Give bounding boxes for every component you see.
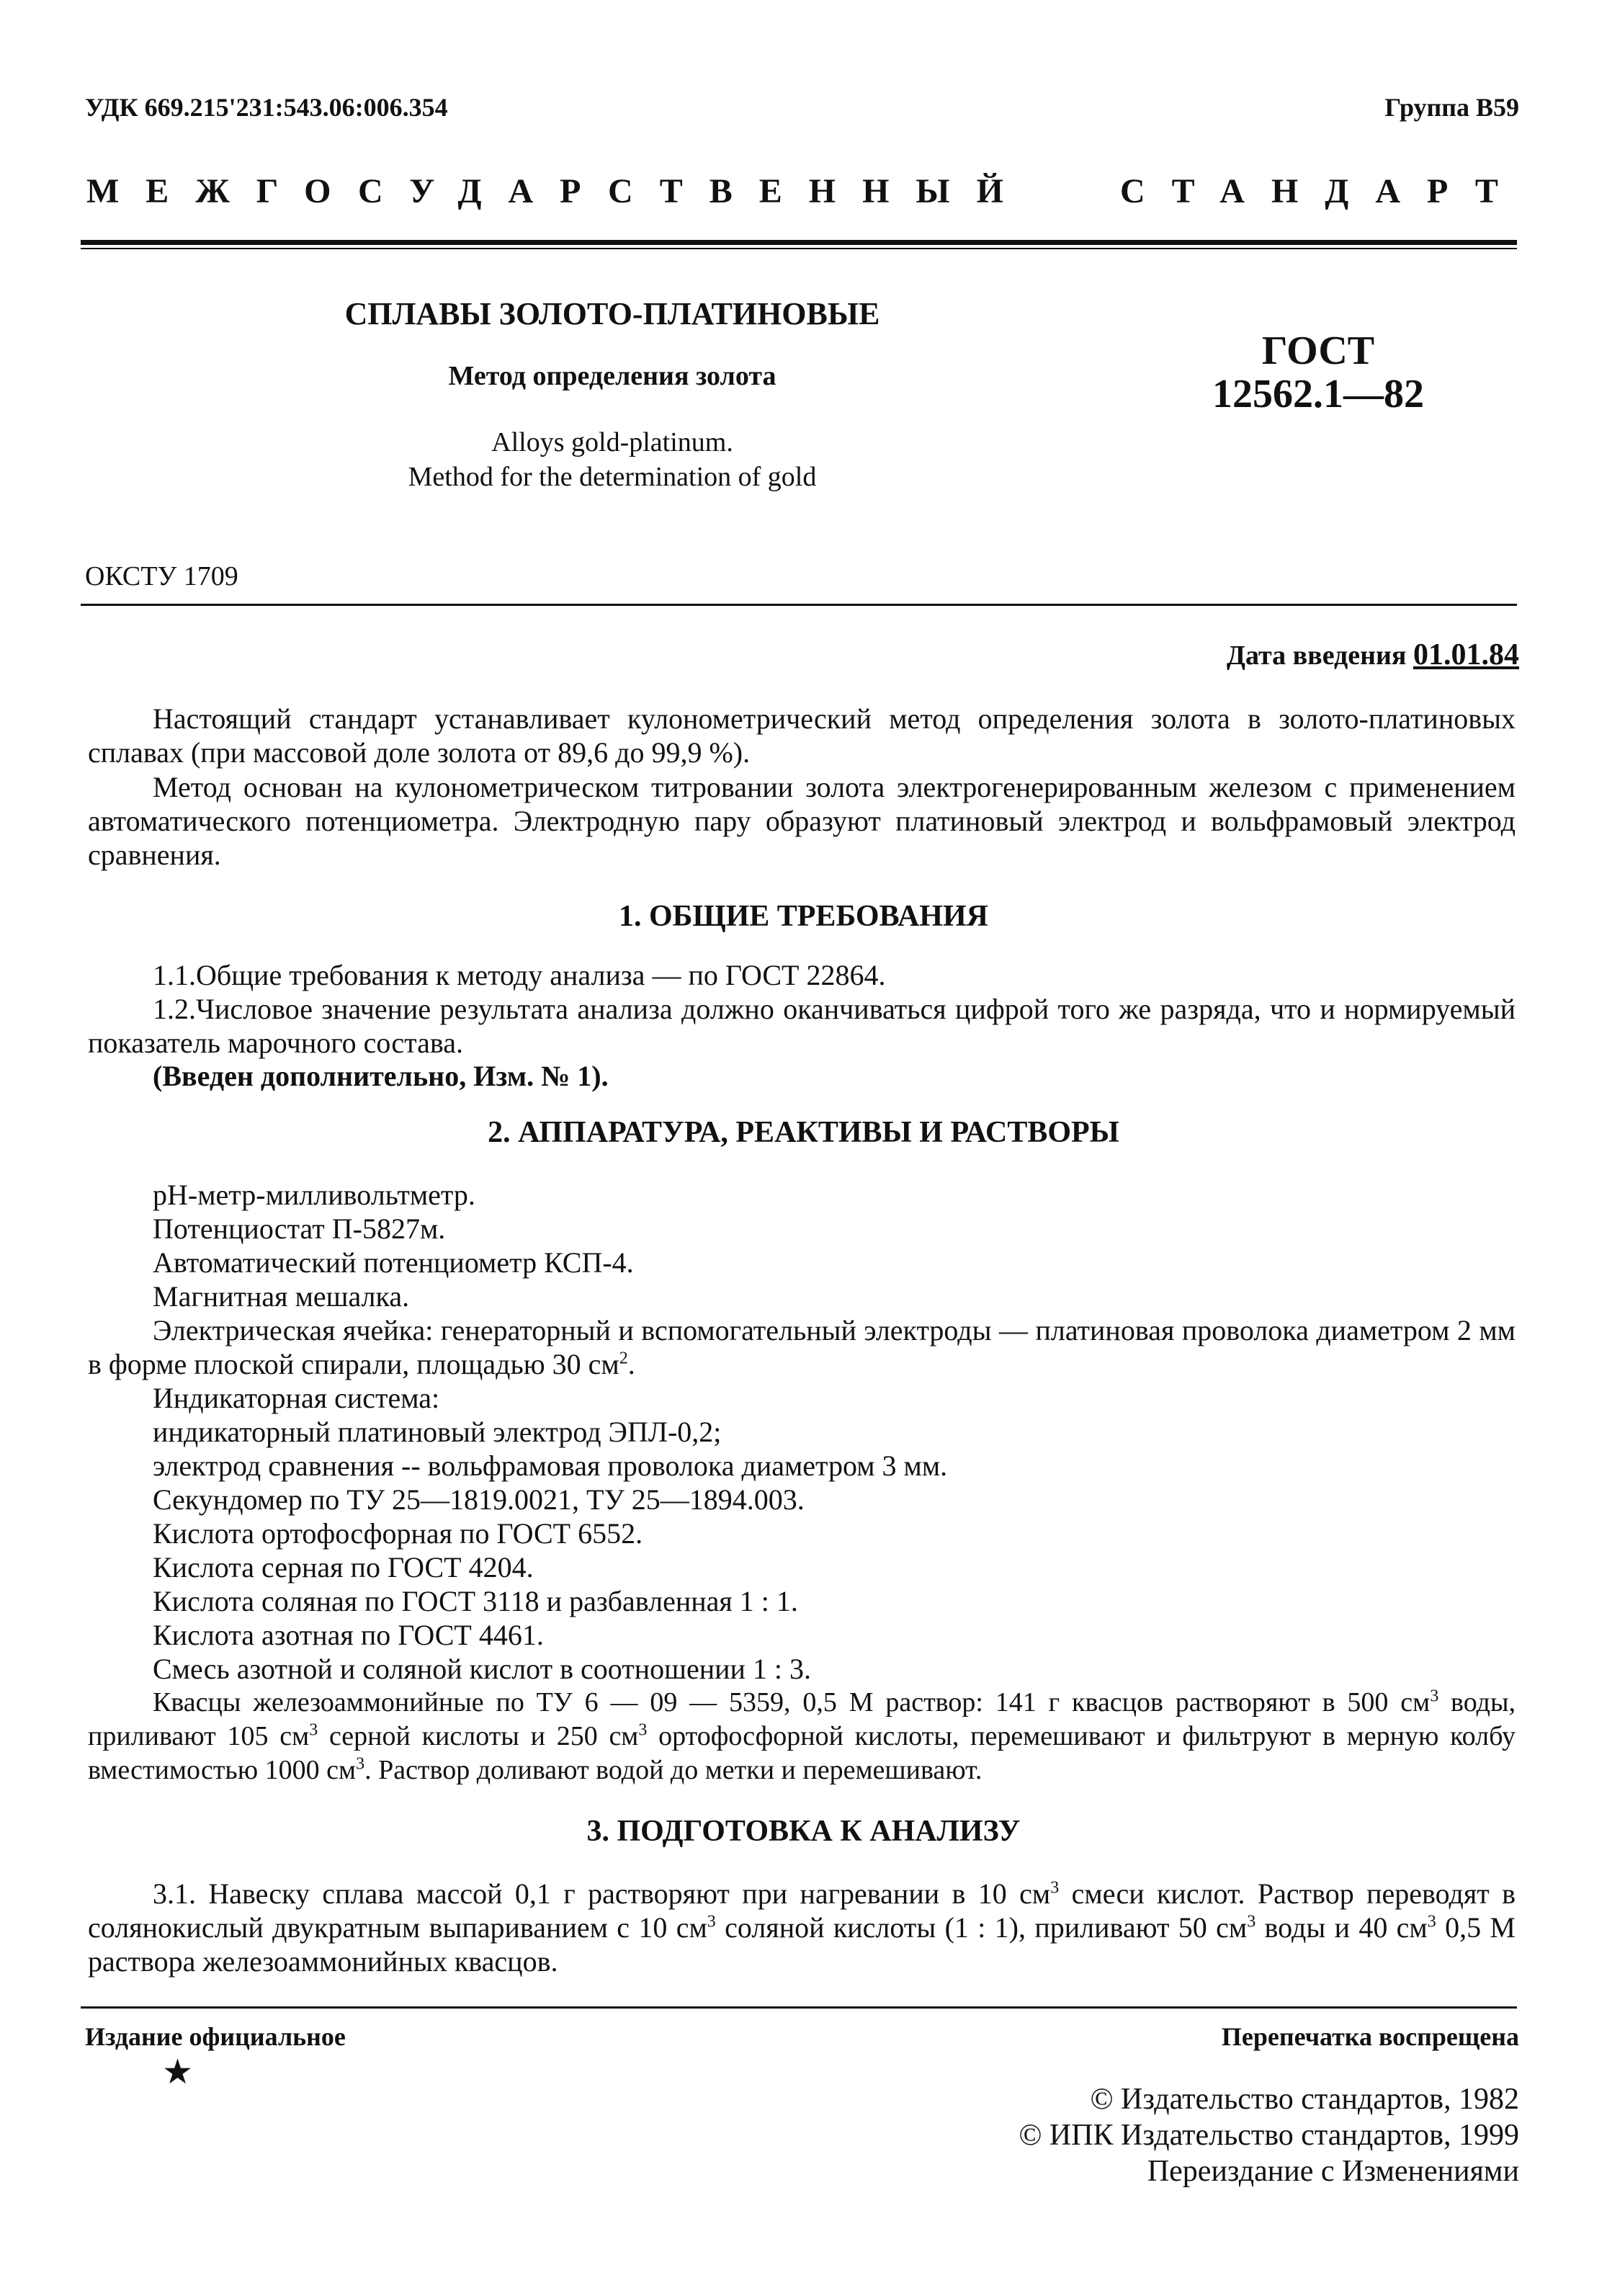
section-3-heading: 3. ПОДГОТОВКА К АНАЛИЗУ: [586, 1815, 1021, 1848]
electric-cell-paragraph: Электрическая ячейка: генераторный и вспомогательный электроды — платиновая проволока диаметром 2 мм в форме плоской спирали, площадью 30 $см^2$.: [88, 1314, 1516, 1380]
intro-paragraph-1: Настоящий стандарт устанавливает кулонометрический метод определения золота в золото-платиновых сплавах (при массовой доле золота от 89,6 до 99,9 %).: [88, 702, 1516, 769]
section-2-heading: 2. АППАРАТУРА, РЕАКТИВЫ И РАСТВОРЫ: [488, 1116, 1119, 1149]
amendment-note: (Введен дополнительно, Изм. № 1).: [153, 1060, 609, 1092]
star-icon: ★: [162, 2053, 194, 2091]
udk-code: УДК 669.215'231:543.06:006.354: [85, 93, 448, 122]
reagent-item: Смесь азотной и соляной кислот в соотношении 1 : 3.: [153, 1653, 812, 1685]
copyright-1982: © Издательство стандартов, 1982: [1090, 2083, 1519, 2116]
reagent-item: электрод сравнения -- вольфрамовая проволока диаметром 3 мм.: [153, 1449, 948, 1482]
okstu-code: ОКСТУ 1709: [85, 561, 238, 591]
en-title-line-2: Method for the determination of gold: [408, 462, 817, 492]
equipment-item: рН-метр-милливольтметр.: [153, 1179, 475, 1211]
intro-date-label: Дата введения: [1226, 640, 1407, 671]
reprint-prohibited: Перепечатка воспрещена: [1221, 2022, 1519, 2051]
gost-number: 12562.1—82: [1212, 372, 1424, 416]
reagent-item: Секундомер по ТУ 25—1819.0021, ТУ 25—1894.003.: [153, 1483, 805, 1516]
reagent-item: Кислота соляная по ГОСТ 3118 и разбавленная 1 : 1.: [153, 1585, 798, 1617]
intro-date-value: 01.01.84: [1413, 638, 1519, 671]
equipment-item: Магнитная мешалка.: [153, 1280, 410, 1313]
intro-date: [1227, 638, 1519, 672]
alum-solution-paragraph: Квасцы железоаммонийные по ТУ 6 — 09 — 5359, 0,5 М раствор: 141 г квасцов растворяют в 500 $см^3$ воды, приливают 105 $см^3$ серной кислоты и 250 $см^3$ ортофосфорной кислоты, перемешивают и фильтруют в мерную колбу вместимостью 1000 $см^3$. Раствор доливают водой до метки и перемешивают.: [88, 1687, 1516, 1785]
intro-paragraph-2: Метод основан на кулонометрическом титровании золота электрогенерированным железом с применением автоматического потенциометра. Электродную пару образуют платиновый электрод и вольфрамовый электрод сравнения.: [88, 771, 1516, 871]
reagent-item: Кислота ортофосфорная по ГОСТ 6552.: [153, 1517, 643, 1550]
equipment-item: Автоматический потенциометр КСП-4.: [153, 1246, 634, 1279]
reissue-note: Переиздание с Изменениями: [1147, 2155, 1519, 2188]
okstu-rule: [81, 604, 1517, 606]
official-edition: Издание официальное: [85, 2022, 346, 2051]
group-code: Группа В59: [1384, 93, 1519, 122]
banner-word-standard: СТАНДАРТ: [1120, 172, 1525, 210]
header-thick-rule: [81, 240, 1517, 245]
section-1-item-1: 1.1.Общие требования к методу анализа — по ГОСТ 22864.: [153, 959, 886, 991]
section-3-item-1: 3.1. Навеску сплава массой 0,1 г растворяют при нагревании в 10 $см^3$ смеси кислот. Раствор переводят в солянокислый двукратным выпариванием с 10 $см^3$ соляной кислоты (1 : 1), приливают 50 $см^3$ воды и 40 $см^3$ 0,5 М раствора железоаммонийных квасцов.: [88, 1877, 1516, 1978]
header-thin-rule: [81, 248, 1517, 249]
footer-rule: [81, 2006, 1517, 2009]
reagent-item: индикаторный платиновый электрод ЭПЛ-0,2;: [153, 1416, 722, 1448]
banner-word-interstate: МЕЖГОСУДАРСТВЕННЫЙ: [86, 172, 1030, 210]
gost-label: ГОСТ: [1261, 329, 1375, 373]
ru-subtitle: Метод определения золота: [448, 361, 776, 391]
reagent-item: Кислота серная по ГОСТ 4204.: [153, 1551, 534, 1583]
en-title-line-1: Alloys gold-platinum.: [491, 427, 733, 457]
copyright-1999: © ИПК Издательство стандартов, 1999: [1019, 2119, 1519, 2152]
equipment-item: Потенциостат П-5827м.: [153, 1212, 446, 1245]
section-1-item-2: 1.2.Числовое значение результата анализа должно оканчиваться цифрой того же разряда, что и нормируемый показатель марочного состава.: [88, 993, 1516, 1059]
reagent-item: Индикаторная система:: [153, 1382, 440, 1414]
ru-title: СПЛАВЫ ЗОЛОТО-ПЛАТИНОВЫЕ: [344, 296, 880, 331]
section-1-heading: 1. ОБЩИЕ ТРЕБОВАНИЯ: [619, 900, 988, 933]
reagent-item: Кислота азотная по ГОСТ 4461.: [153, 1619, 544, 1651]
